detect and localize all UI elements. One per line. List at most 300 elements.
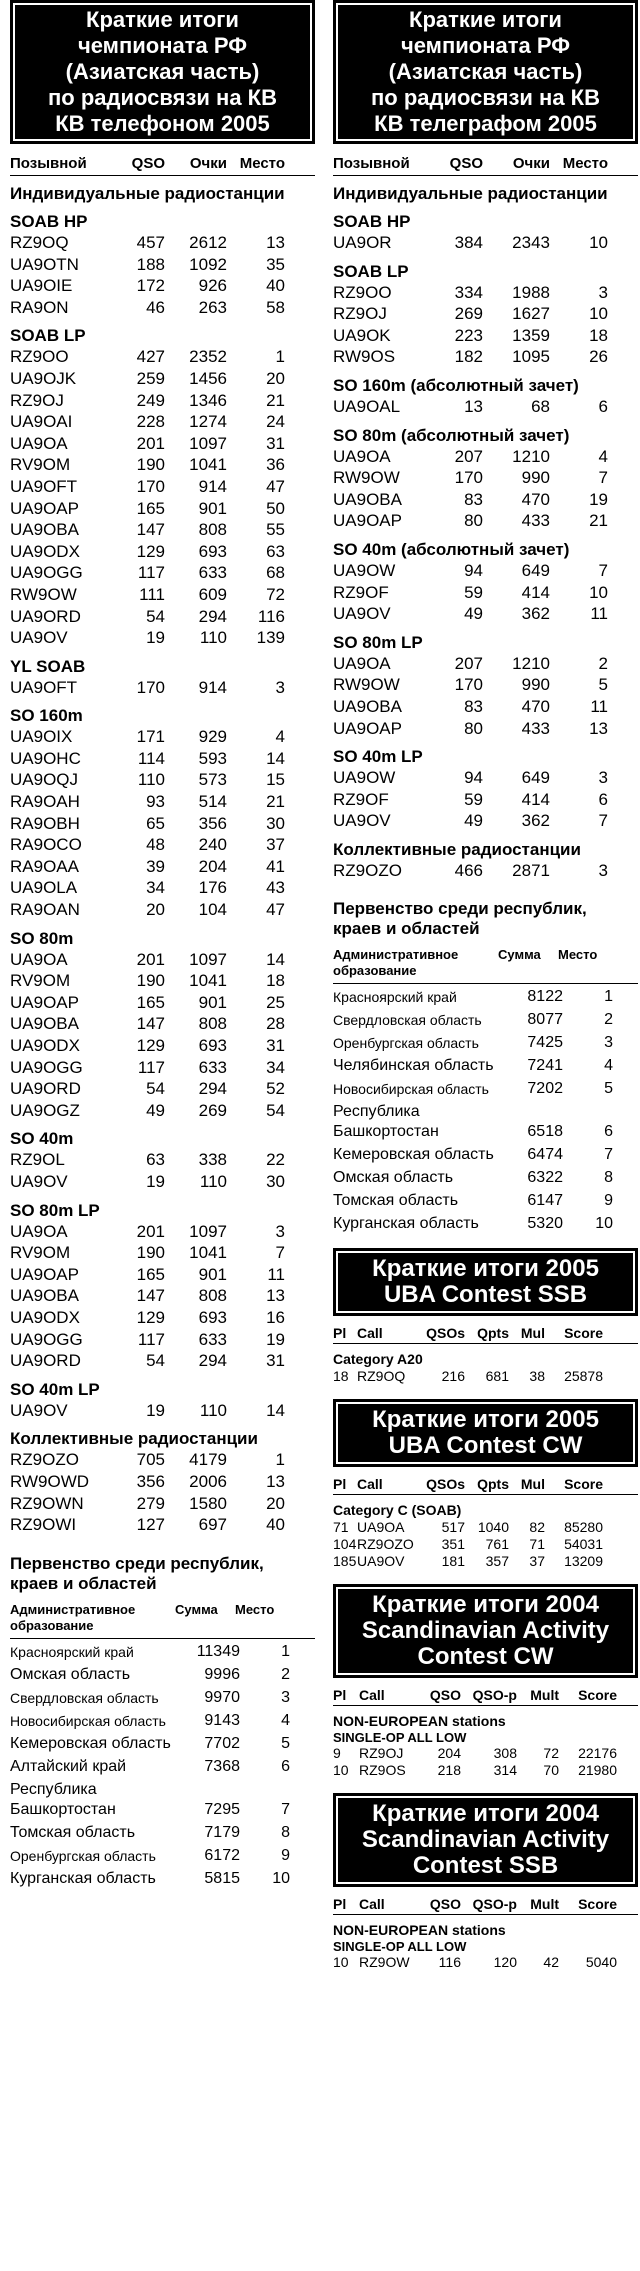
table-row — [10, 541, 315, 563]
cell-qso: 201 — [136, 949, 165, 969]
region-name: Красноярский край — [10, 1643, 134, 1660]
cell-place: 16 — [266, 1307, 285, 1327]
cell-points: 649 — [521, 768, 550, 788]
section-title: SO 80m LP — [333, 632, 423, 652]
region-name: Томская область — [10, 1823, 136, 1841]
cell-callsign: RZ9OWN — [10, 1493, 84, 1513]
cell-place: 3 — [598, 860, 608, 880]
banner-line: Краткие итоги 2005 — [372, 1406, 599, 1434]
table-row — [10, 1307, 315, 1329]
cell-place: 19 — [589, 489, 608, 509]
banner-line: UBA Contest CW — [388, 1432, 583, 1460]
cell-place: 31 — [266, 1351, 285, 1371]
section-title: SO 80m LP — [10, 1200, 100, 1220]
cell-place: 13 — [266, 1286, 285, 1306]
cell-qso: 48 — [146, 835, 165, 855]
cell-points: 697 — [198, 1515, 227, 1535]
table-row — [10, 606, 315, 628]
table-row — [10, 476, 315, 498]
cell-place: 9 — [333, 1745, 341, 1762]
cell-score: 54031 — [564, 1536, 603, 1553]
cell-qso: 127 — [136, 1515, 165, 1535]
cell-qso: 172 — [136, 276, 165, 296]
cell-callsign: UA9OQJ — [10, 770, 79, 790]
banner-line: Scandinavian Activity — [361, 1826, 610, 1854]
table-row — [333, 489, 638, 511]
cell-callsign: UA9OV — [333, 604, 391, 624]
table-row — [10, 346, 315, 368]
cell-points: 1041 — [189, 1243, 227, 1263]
table-row — [10, 254, 315, 276]
table-row — [10, 1171, 315, 1193]
region-sum: 7202 — [527, 1080, 563, 1098]
cell-points: 433 — [521, 718, 550, 738]
cell-place: 31 — [266, 433, 285, 453]
contest-row — [333, 1536, 638, 1553]
cell-qso: 201 — [136, 433, 165, 453]
cell-callsign: UA9ORD — [10, 1079, 81, 1099]
cell-points: 609 — [198, 584, 227, 604]
cell-callsign: UA9ORD — [10, 1351, 81, 1371]
banner-line: по радиосвязи на КВ — [371, 85, 600, 110]
region-sum: 7295 — [204, 1800, 240, 1818]
cell-place: 1 — [275, 1450, 285, 1470]
regions-title: Первенство среди республик, краев и областей — [333, 899, 587, 939]
cell-qso: 94 — [464, 560, 483, 580]
cell-points: 1274 — [189, 412, 227, 432]
cell-qso: 39 — [146, 856, 165, 876]
cell-points: 2006 — [189, 1471, 227, 1491]
cell-qso: 190 — [136, 971, 165, 991]
cell-points: 1580 — [189, 1493, 227, 1513]
cell-qso: 228 — [136, 412, 165, 432]
cell-callsign: UA9OV — [10, 1400, 68, 1420]
cell-points: 176 — [198, 878, 227, 898]
cell-place: 6 — [598, 396, 608, 416]
region-place: 10 — [272, 1869, 290, 1887]
region-row — [333, 1102, 638, 1142]
contests-block — [333, 1248, 638, 1971]
cell-callsign: UA9OW — [333, 560, 396, 580]
table-row — [333, 467, 638, 489]
contest-sac_ssb — [333, 1793, 638, 1971]
region-place: 5 — [604, 1080, 613, 1098]
cell-qso: 170 — [136, 476, 165, 496]
table-row — [333, 303, 638, 325]
table-row — [333, 582, 638, 604]
contest-row — [333, 1368, 638, 1385]
header-call: Call — [359, 1686, 385, 1703]
banner-line: UBA Contest SSB — [383, 1281, 588, 1309]
cell-callsign: RZ9OF — [333, 789, 389, 809]
table-row — [10, 433, 315, 455]
header-place: Pl — [333, 1324, 347, 1341]
cell-points: 914 — [198, 476, 227, 496]
region-sum: 11349 — [196, 1642, 240, 1660]
cell-qso: 54 — [146, 1079, 165, 1099]
cell-points: 593 — [198, 748, 227, 768]
contest-category: NON-EUROPEAN stations — [333, 1922, 506, 1939]
cell-score: 13209 — [564, 1553, 603, 1570]
table-row — [10, 1449, 315, 1471]
region-place: 2 — [281, 1665, 290, 1683]
cell-qso: 165 — [136, 1264, 165, 1284]
cell-place: 18 — [589, 325, 608, 345]
cell-place: 7 — [598, 811, 608, 831]
cell-qso: 19 — [146, 1400, 165, 1420]
table-row — [10, 1471, 315, 1493]
cell-callsign: UA9OBA — [333, 489, 402, 509]
cell-points: 110 — [199, 1400, 227, 1420]
header-score: Score — [578, 1895, 617, 1912]
table-header — [10, 152, 315, 176]
cell-qso: 223 — [454, 325, 483, 345]
cell-points: 990 — [521, 675, 550, 695]
table-row — [10, 1013, 315, 1035]
cell-points: 1456 — [189, 368, 227, 388]
cell-callsign: UA9OV — [10, 628, 68, 648]
section-title: SO 80m (абсолютный зачет) — [333, 425, 570, 445]
region-place: 8 — [604, 1169, 613, 1187]
table-row — [10, 1264, 315, 1286]
region-place: 5 — [281, 1734, 290, 1752]
cell-place: 54 — [266, 1100, 285, 1120]
cell-place: 30 — [266, 813, 285, 833]
cell-callsign: RZ9OZO — [333, 860, 402, 880]
cell-place: 71 — [333, 1519, 349, 1536]
cell-callsign: RA9OBH — [10, 813, 80, 833]
region-place: 1 — [604, 988, 613, 1006]
cell-place: 14 — [266, 1400, 285, 1420]
left-sections — [10, 184, 315, 1536]
cell-callsign: RW9OW — [10, 584, 77, 604]
cell-qso: 49 — [464, 811, 483, 831]
cell-qso: 80 — [464, 511, 483, 531]
cell-qso: 83 — [464, 489, 483, 509]
cell-qso: 93 — [146, 792, 165, 812]
table-row — [333, 653, 638, 675]
section-title: SO 160m — [10, 706, 83, 726]
cell-qso: 427 — [136, 347, 165, 367]
contest-category: Category A20 — [333, 1351, 423, 1368]
cell-qso: 49 — [146, 1100, 165, 1120]
cell-place: 21 — [589, 511, 608, 531]
header-mult: Mult — [530, 1895, 559, 1912]
section-title: SO 80m — [10, 928, 74, 948]
cell-mult: 70 — [543, 1762, 559, 1779]
cell-points: 240 — [198, 835, 227, 855]
cell-points: 269 — [198, 1100, 227, 1120]
cell-points: 1097 — [189, 949, 227, 969]
table-row — [10, 1078, 315, 1100]
table-row — [10, 1242, 315, 1264]
table-row — [10, 834, 315, 856]
cell-points: 1988 — [512, 282, 550, 302]
contest-subcategory: SINGLE-OP ALL LOW — [333, 1730, 467, 1746]
contest-uba_ssb — [333, 1248, 638, 1385]
banner-line: (Азиатская часть) — [388, 59, 583, 84]
section-title: Индивидуальные радиостанции — [333, 184, 608, 203]
cell-qso: 59 — [464, 789, 483, 809]
cell-place: 41 — [266, 856, 285, 876]
section-title: SO 40m (абсолютный зачет) — [333, 539, 570, 559]
cell-place: 14 — [266, 748, 285, 768]
cell-place: 11 — [590, 696, 608, 716]
table-row — [333, 603, 638, 625]
cell-callsign: UA9OAP — [10, 498, 79, 518]
cell-points: 110 — [199, 628, 227, 648]
cell-points: 901 — [198, 498, 227, 518]
region-sum: 6147 — [527, 1192, 563, 1210]
header-qsos: QSOs — [426, 1324, 465, 1341]
cell-qso-p: 314 — [493, 1762, 517, 1779]
cell-callsign: UA9OV — [333, 811, 391, 831]
header-score: Score — [564, 1324, 603, 1341]
region-row — [333, 1010, 638, 1030]
region-place: 6 — [281, 1757, 290, 1775]
cell-qso: 170 — [454, 468, 483, 488]
cell-place: 47 — [266, 476, 285, 496]
cell-callsign: UA9OBA — [10, 1014, 79, 1034]
cell-qpts: 761 — [485, 1536, 509, 1553]
cell-callsign: UA9OFT — [10, 677, 78, 697]
region-name: Омская область — [10, 1665, 131, 1683]
cell-qso: 384 — [454, 233, 483, 252]
region-sum: 9996 — [204, 1665, 240, 1683]
cell-place: 104 — [333, 1536, 357, 1553]
table-row — [333, 718, 638, 740]
cell-place: 25 — [266, 992, 285, 1012]
table-row — [10, 899, 315, 921]
cell-callsign: UA9OA — [10, 949, 68, 969]
banner-line: Contest CW — [417, 1643, 554, 1671]
cell-callsign: UA9OAP — [333, 511, 402, 531]
header-place: Pl — [333, 1686, 347, 1703]
header-place: Pl — [333, 1895, 347, 1912]
cell-mult: 42 — [543, 1954, 559, 1971]
cell-place: 3 — [598, 282, 608, 302]
cell-callsign: RZ9OF — [333, 582, 389, 602]
cell-place: 18 — [333, 1368, 349, 1385]
cell-mul: 82 — [529, 1519, 545, 1536]
region-place: 7 — [281, 1800, 290, 1818]
cell-points: 808 — [198, 1286, 227, 1306]
cell-callsign: UA9OA — [333, 446, 391, 466]
cell-place: 7 — [275, 1243, 285, 1263]
cell-callsign: UA9OBA — [10, 1286, 79, 1306]
cell-place: 10 — [589, 233, 608, 252]
cell-qso: 110 — [137, 770, 165, 790]
cell-points: 1210 — [512, 653, 550, 673]
region-place: 9 — [281, 1846, 290, 1864]
table-row — [10, 519, 315, 541]
table-row — [10, 726, 315, 748]
cell-place: 3 — [598, 768, 608, 788]
header-callsign: Позывной — [333, 155, 410, 172]
region-sum: 6172 — [204, 1846, 240, 1864]
table-row — [10, 1221, 315, 1243]
cell-callsign: RZ9OL — [10, 1150, 65, 1170]
cell-callsign: UA9OAP — [333, 718, 402, 738]
region-row — [10, 1642, 315, 1662]
region-row — [10, 1711, 315, 1731]
cell-callsign: RW9OS — [333, 347, 396, 367]
cell-place: 10 — [589, 582, 608, 602]
table-row — [10, 1350, 315, 1372]
region-name: Кемеровская область — [10, 1734, 171, 1752]
table-row — [10, 498, 315, 520]
banner-line: КВ телефоном 2005 — [55, 111, 270, 136]
region-sum: 8122 — [527, 988, 563, 1006]
right-sections — [333, 184, 638, 881]
cell-place: 68 — [266, 563, 285, 583]
cell-points: 433 — [521, 511, 550, 531]
cell-callsign: UA9ODX — [10, 1307, 80, 1327]
cell-points: 2612 — [189, 233, 227, 252]
cell-callsign: UA9OA — [10, 433, 68, 453]
cell-place: 63 — [266, 541, 285, 561]
cell-points: 693 — [198, 1307, 227, 1327]
cell-qso: 218 — [437, 1762, 461, 1779]
section-title: SOAB LP — [10, 326, 86, 346]
cell-points: 1092 — [189, 254, 227, 274]
cell-callsign: UA9OBA — [10, 520, 79, 540]
cell-callsign: UA9OAI — [10, 412, 73, 432]
cell-place: 1 — [275, 347, 285, 367]
cell-callsign: RV9OM — [10, 971, 71, 991]
table-row — [10, 1514, 315, 1536]
region-name: Красноярский край — [333, 989, 457, 1006]
region-place: 3 — [281, 1688, 290, 1706]
regions-header-name: Административное образование — [333, 947, 459, 979]
cell-callsign: RW9OW — [333, 675, 400, 695]
cell-qso: 207 — [454, 446, 483, 466]
banner-line: (Азиатская часть) — [65, 59, 260, 84]
region-name: Курганская область — [10, 1869, 156, 1887]
header-qso: QSO — [131, 155, 165, 172]
region-name: Свердловская область — [333, 1012, 482, 1029]
cell-callsign: UA9OGG — [10, 563, 83, 583]
contest-header — [333, 1322, 638, 1344]
cell-place: 35 — [266, 254, 285, 274]
cell-callsign: RW9OWD — [10, 1471, 90, 1491]
section-title: SO 40m LP — [10, 1379, 100, 1399]
cell-callsign: RA9OAN — [10, 900, 80, 920]
cell-qso: 117 — [137, 1057, 165, 1077]
cell-score: 21980 — [578, 1762, 617, 1779]
cell-call: UA9OV — [357, 1553, 405, 1570]
cell-score: 25878 — [564, 1368, 603, 1385]
cell-place: 10 — [333, 1762, 349, 1779]
table-row — [10, 1035, 315, 1057]
cell-qsos: 351 — [441, 1536, 465, 1553]
table-row — [10, 411, 315, 433]
cell-mul: 37 — [529, 1553, 545, 1570]
regions-header-name: Административное образование — [10, 1601, 136, 1633]
header-qso: QSO — [429, 1895, 461, 1912]
region-row — [333, 1168, 638, 1188]
region-sum: 7702 — [204, 1734, 240, 1752]
cell-qso: 279 — [136, 1493, 165, 1513]
cell-score: 5040 — [585, 1954, 617, 1971]
cell-callsign: RZ9OJ — [10, 390, 64, 410]
region-name: Томская область — [333, 1192, 459, 1210]
banner-line: Краткие итоги 2004 — [372, 1800, 599, 1828]
cell-callsign: RZ9OO — [333, 282, 392, 302]
region-place: 3 — [604, 1034, 613, 1052]
cell-callsign: RZ9OQ — [10, 233, 69, 252]
header-points: Очки — [189, 155, 227, 172]
table-row — [333, 860, 638, 882]
region-row — [10, 1869, 315, 1889]
cell-callsign: UA9OR — [333, 233, 392, 252]
cell-points: 1346 — [189, 390, 227, 410]
cell-callsign: UA9OV — [10, 1171, 68, 1191]
cell-place: 13 — [589, 718, 608, 738]
cell-callsign: RZ9OJ — [333, 304, 387, 324]
cell-qso: 165 — [136, 992, 165, 1012]
cell-qso: 129 — [136, 1307, 165, 1327]
cell-callsign: RA9OAA — [10, 856, 79, 876]
contest-banner — [333, 1584, 638, 1678]
cell-place: 15 — [266, 770, 285, 790]
cell-points: 901 — [198, 1264, 227, 1284]
table-row — [10, 856, 315, 878]
cell-place: 58 — [266, 297, 285, 317]
cell-callsign: UA9ODX — [10, 541, 80, 561]
region-sum: 9143 — [204, 1711, 240, 1729]
cell-qso: 19 — [146, 1171, 165, 1191]
cell-place: 20 — [266, 368, 285, 388]
cell-qsos: 181 — [441, 1553, 465, 1570]
table-row — [10, 813, 315, 835]
cell-qso: 49 — [464, 604, 483, 624]
table-row — [333, 789, 638, 811]
contest-row — [333, 1954, 638, 1971]
cell-place: 43 — [266, 878, 285, 898]
region-sum: 6518 — [527, 1123, 563, 1141]
cell-points: 263 — [198, 297, 227, 317]
header-mul: Mul — [520, 1475, 545, 1492]
region-sum: 7179 — [204, 1823, 240, 1841]
cell-place: 4 — [598, 446, 608, 466]
table-row — [333, 282, 638, 304]
table-header — [333, 152, 638, 176]
cell-place: 52 — [266, 1079, 285, 1099]
cell-points: 470 — [521, 696, 550, 716]
table-row — [333, 510, 638, 532]
cell-points: 2352 — [189, 347, 227, 367]
region-row — [10, 1757, 315, 1777]
cell-place: 7 — [598, 560, 608, 580]
regions-header-sum: Сумма — [498, 947, 541, 963]
banner-line: Краткие итоги 2005 — [372, 1255, 599, 1283]
cell-points: 514 — [198, 792, 227, 812]
cell-qso: 111 — [139, 584, 165, 604]
header-qso-p: QSO-p — [472, 1895, 517, 1912]
contest-header — [333, 1684, 638, 1706]
region-row — [333, 1145, 638, 1165]
left-regions — [10, 1642, 315, 1889]
region-name: Оренбургская область — [10, 1847, 156, 1864]
table-row — [10, 677, 315, 699]
region-place: 1 — [281, 1642, 290, 1660]
table-row — [333, 810, 638, 832]
cell-qso: 147 — [136, 520, 165, 540]
cell-place: 22 — [266, 1150, 285, 1170]
cell-place: 20 — [266, 1493, 285, 1513]
cell-points: 110 — [199, 1171, 227, 1191]
